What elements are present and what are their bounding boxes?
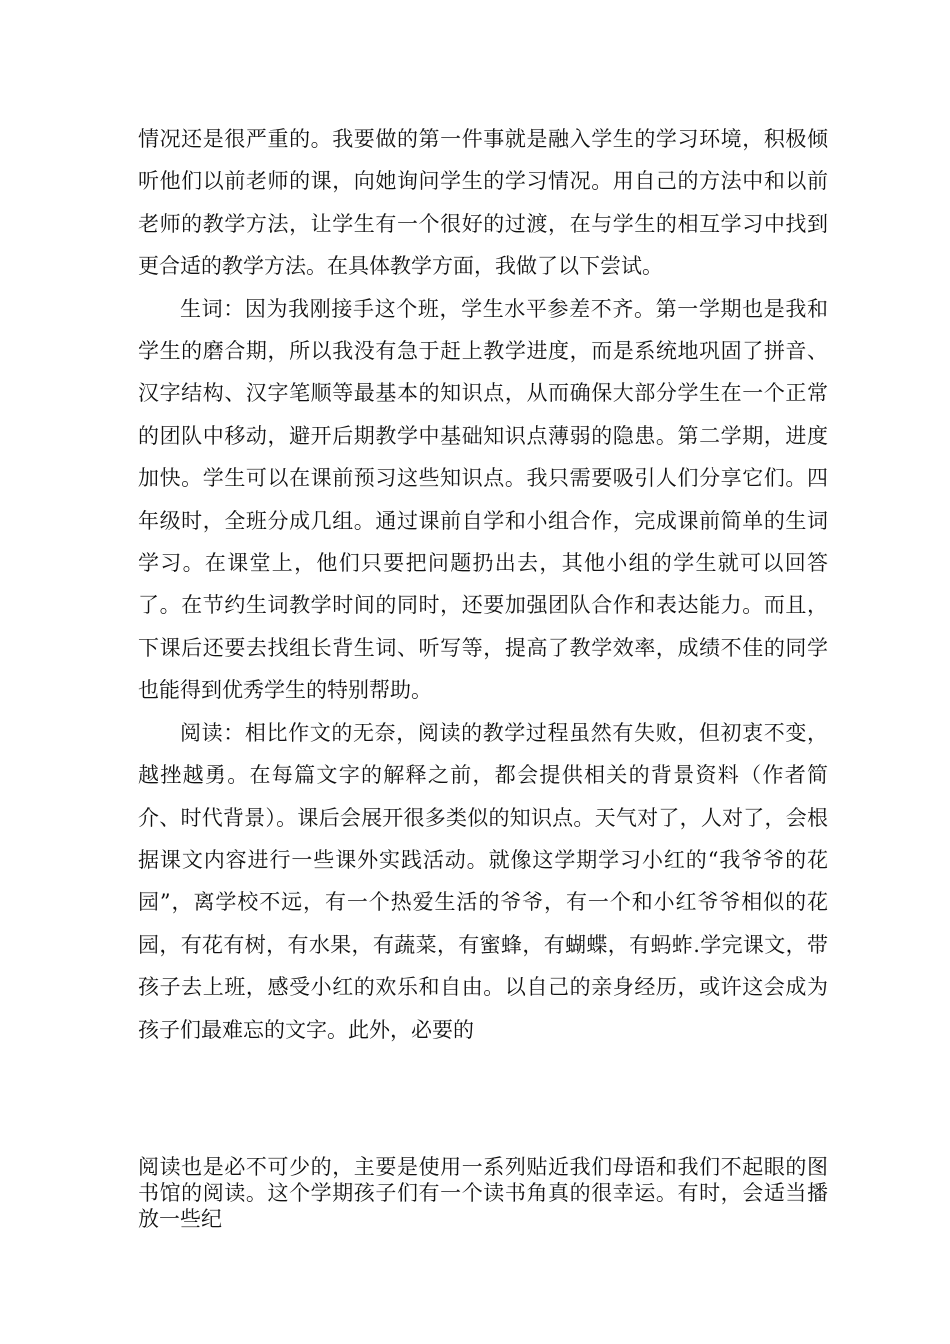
continued-text [138,1154,828,1232]
body-text [138,118,828,1051]
paragraph-reading-continued: 阅读也是必不可少的，主要是使用一系列贴近我们母语和我们不起眼的图书馆的阅读。这个学期孩子们有一个读书角真的很幸运。有时，会适当播放一些纪 [138,1155,828,1231]
paragraph-reading: 阅读：相比作文的无奈，阅读的教学过程虽然有失败，但初衷不变，越挫越勇。在每篇文字的解释之前，都会提供相关的背景资料（作者简介、时代背景）。课后会展开很多类似的知识点。天气对了，人对了，会根据课文内容进行一些课外实践活动。就像这学期学习小红的“我爷爷的花园”，离学校不远，有一个热爱生活的爷爷，有一个和小红爷爷相似的花园，有花有树，有水果，有蔬菜，有蜜蜂，有蝴蝶，有蚂蚱.学完课文，带孩子去上班，感受小红的欢乐和自由。以自己的亲身经历，或许这会成为孩子们最难忘的文字。此外，必要的 [138,720,828,1042]
paragraph-teaching-intro: 情况还是很严重的。我要做的第一件事就是融入学生的学习环境，积极倾听他们以前老师的课，向她询问学生的学习情况。用自己的方法中和以前老师的教学方法，让学生有一个很好的过渡，在与学生的相互学习中找到更合适的教学方法。在具体教学方面，我做了以下尝试。 [138,127,828,279]
paragraph-vocabulary: 生词：因为我刚接手这个班，学生水平参差不齐。第一学期也是我和学生的磨合期，所以我没有急于赶上教学进度，而是系统地巩固了拼音、汉字结构、汉字笔顺等最基本的知识点，从而确保大部分学生在一个正常的团队中移动，避开后期教学中基础知识点薄弱的隐患。第二学期，进度加快。学生可以在课前预习这些知识点。我只需要吸引人们分享它们。四年级时，全班分成几组。通过课前自学和小组合作，完成课前简单的生词学习。在课堂上，他们只要把问题扔出去，其他小组的学生就可以回答了。在节约生词教学时间的同时，还要加强团队合作和表达能力。而且，下课后还要去找组长背生词、听写等，提高了教学效率，成绩不佳的同学也能得到优秀学生的特别帮助。 [138,296,828,703]
